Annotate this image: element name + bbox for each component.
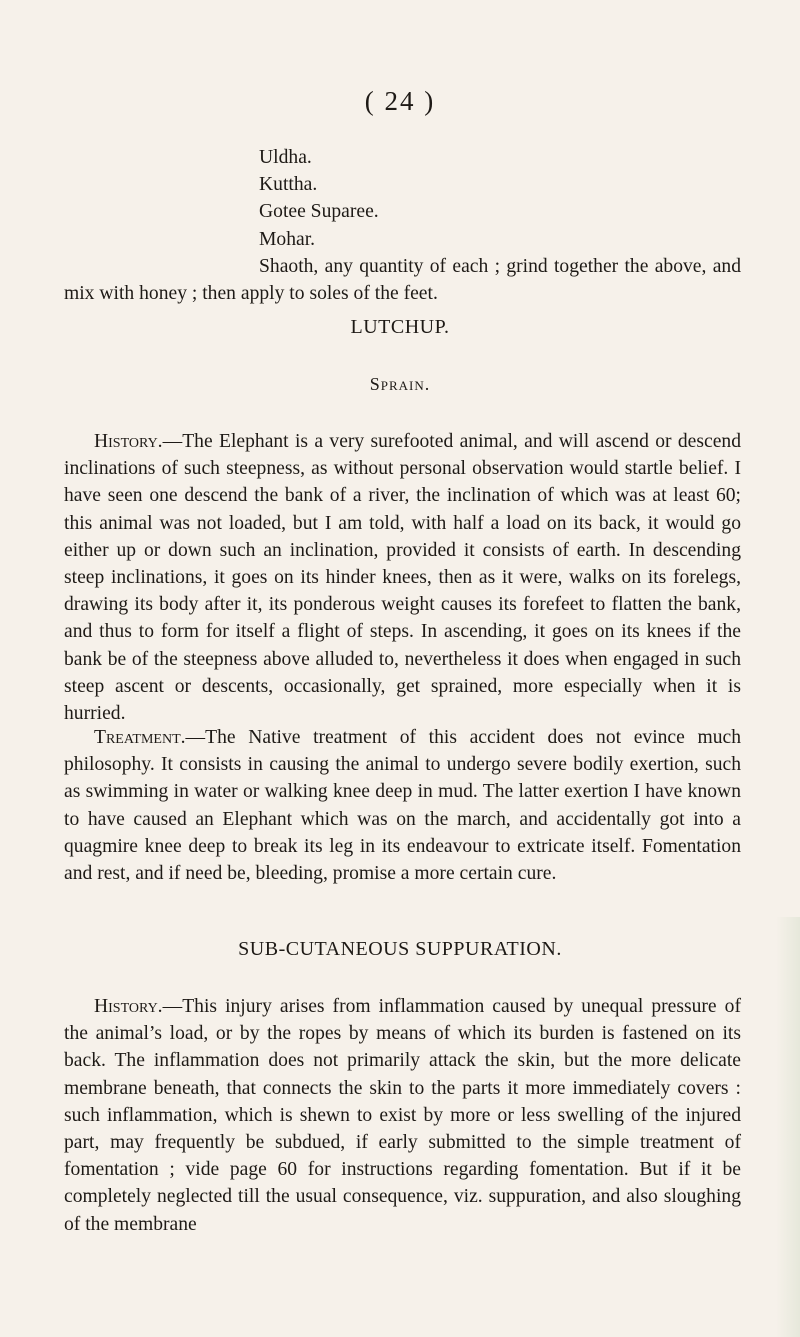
ingredient-item: Mohar.: [259, 228, 316, 250]
ingredient-instruction: Shaoth, any quantity of each ; grind together the above, and mix with honey ; then apply to soles of the feet.: [64, 255, 741, 305]
history-paragraph-2: [64, 993, 741, 1238]
history-lead-2: History.: [94, 996, 163, 1017]
section-title-sub-cutaneous-suppuration: SUB-CUTANEOUS SUPPURATION.: [238, 938, 562, 960]
page-number: ( 24 ): [364, 86, 436, 116]
treatment-text: —The Native treatment of this accident does not evince much philosophy. It consists in causing the animal to undergo severe bodily exertion, such as swimming in water or walking knee deep in mud. The latter exertion I have known to have caused an Elephant which was on the march, and accidentally got into a quagmire knee deep to break its leg in its endeavour to extricate itself. Fomentation and rest, and if need be, bleeding, promise a more certain cure.: [64, 727, 741, 885]
section-subtitle-sprain: Sprain.: [369, 374, 431, 394]
history-lead: History.: [94, 431, 163, 452]
ingredient-item: Gotee Suparee.: [259, 201, 379, 223]
history-paragraph: [64, 428, 741, 727]
history-text: —The Elephant is a very surefooted animal, and will ascend or descend inclinations of such steepness, as without personal observation would startle belief. I have seen one descend the bank of a river, the inclination of which was at least 60; this animal was not loaded, but I am told, with half a load on its back, it would go either up or down such an inclination, provided it consists of earth. In descending steep inclinations, it goes on its hinder knees, then as it were, walks on its forelegs, drawing its body after it, its ponderous weight causes its forefeet to flatten the bank, and thus to form for itself a flight of steps. In ascending, it goes on its knees if the bank be of the steepness above alluded to, nevertheless it does when engaged in such steep ascent or descents, occasionally, get sprained, more especially when it is hurried.: [64, 431, 741, 725]
treatment-paragraph: [64, 724, 741, 887]
section-title-lutchup: LUTCHUP.: [350, 316, 450, 338]
paper-stain: [776, 917, 800, 1337]
ingredient-list: [64, 144, 741, 307]
history-text-2: —This injury arises from inflammation caused by unequal pressure of the animal’s load, or by the ropes by means of which its burden is fastened on its back. The inflammation does not primarily attack the skin, but the more delicate membrane beneath, that connects the skin to the parts it more immediately covers : such inflammation, which is shewn to exist by more or less swelling of the injured part, may frequently be subdued, if early submitted to the simple treatment of fomentation ; vide page 60 for instructions regarding fomentation. But if it be completely neglected till the usual consequence, viz. suppuration, and also sloughing of the membrane: [64, 996, 741, 1235]
ingredient-item: Kuttha.: [259, 174, 318, 196]
ingredient-item: Uldha.: [259, 147, 312, 168]
treatment-lead: Treatment.: [94, 727, 186, 748]
